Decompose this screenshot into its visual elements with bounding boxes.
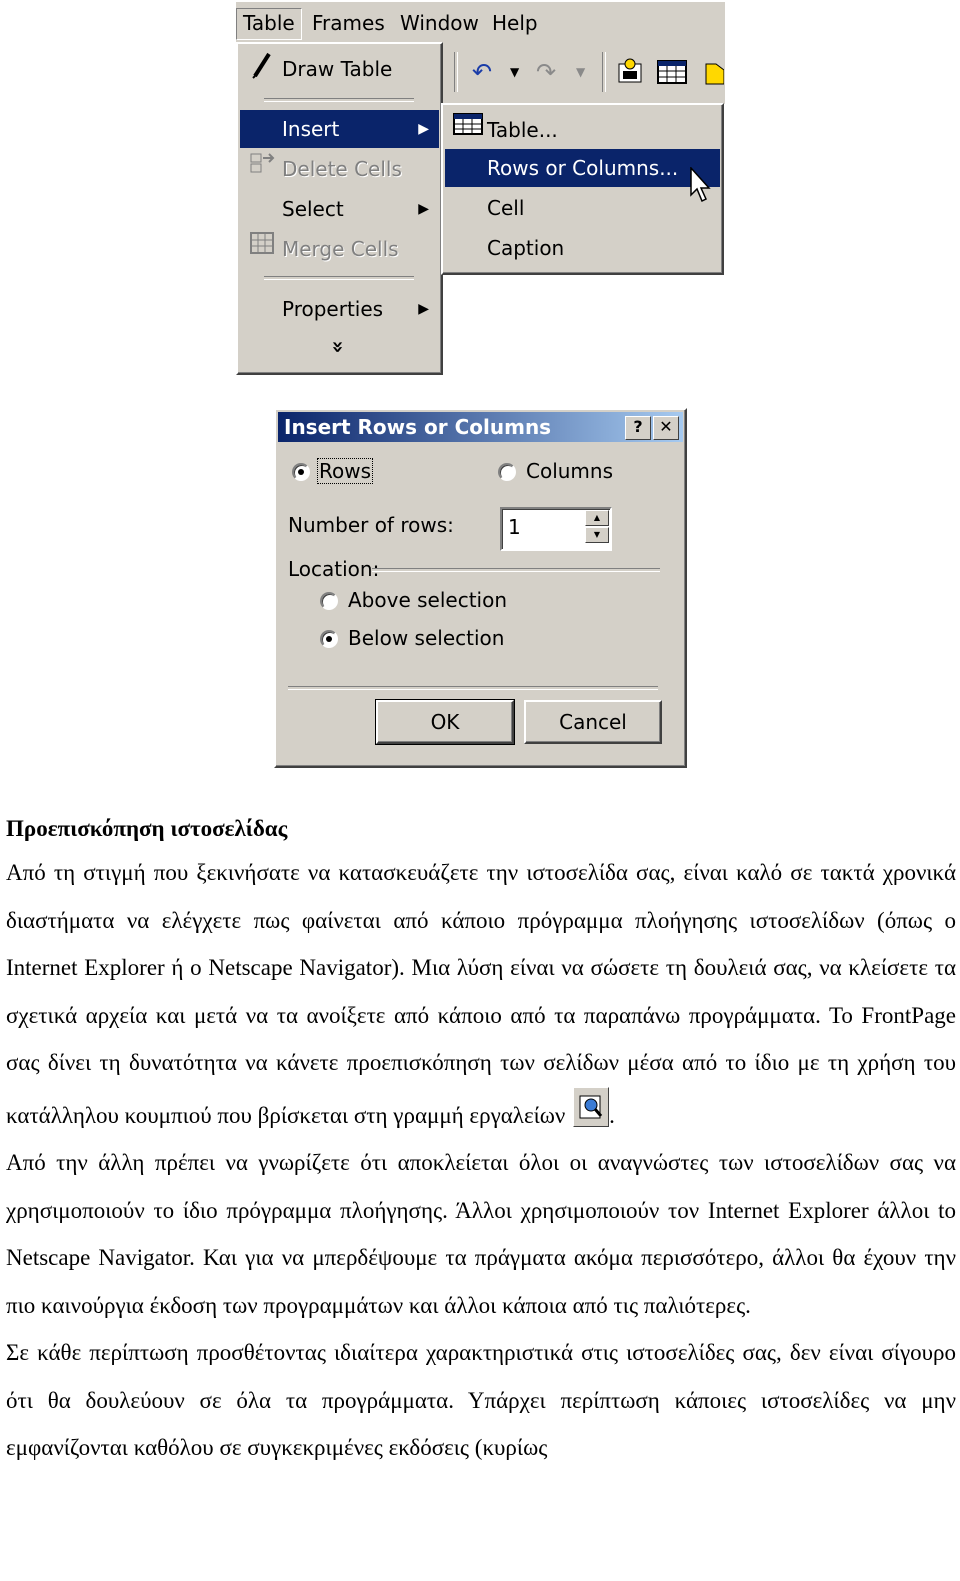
cancel-button[interactable]: Cancel xyxy=(524,700,662,744)
paragraph-1-text: Από τη στιγμή που ξεκινήσατε να κατασκευάζετε την ιστοσελίδα σας, είναι καλό σε τακτά χρονικά διαστήματα να ελέγχετε πως φαίνεται από κάποιο πρόγραμμα πλοήγησης ιστοσελίδων (όπως ο Internet Explorer ή ο Netscape Navigator). Μια λύση είναι να σώσετε τη δουλειά σας, να κλείσετε τα σχετικά αρχεία και μετά να τα ανοίξετε από κάποιο από τα παραπάνω προγράμματα. Το FrontPage σας δίνει τη δυνατότητα να κάνετε προεπισκόπηση των σελίδων μέσα από το ίδιο με τη χρήση του κατάλληλου κουμπιού που βρίσκεται στη γραμμή εργαλείων xyxy=(6,860,956,1128)
dialog-divider xyxy=(288,686,658,690)
submenu-item-table[interactable] xyxy=(445,111,720,149)
below-selection-label[interactable]: Below selection xyxy=(348,626,505,650)
menu-item-insert[interactable] xyxy=(240,110,439,148)
pencil-icon xyxy=(248,50,276,92)
rows-label[interactable]: Rows xyxy=(319,459,372,483)
columns-radio[interactable] xyxy=(498,463,516,481)
menu-item-label: Insert xyxy=(282,117,340,141)
menu-item-draw-table[interactable] xyxy=(240,50,439,88)
menu-help[interactable]: Help xyxy=(492,11,538,35)
paragraph-3: Σε κάθε περίπτωση προσθέτοντας ιδιαίτερα χαρακτηριστικά στις ιστοσελίδες σας, δεν είναι σίγουρο ότι θα δουλεύουν σε όλα τα προγράμματα. Υπάρχει περίπτωση κάποιες ιστοσελίδες να μην εμφανίζονται καθόλου σε συγκεκριμένες εκδόσεις (κυρίως xyxy=(6,1340,956,1460)
menu-item-label: Merge Cells xyxy=(282,237,399,261)
document-body xyxy=(6,815,956,1472)
submenu-arrow-icon: ▶ xyxy=(418,121,429,137)
columns-label[interactable]: Columns xyxy=(526,459,614,483)
redo-icon[interactable]: ↷ xyxy=(536,58,557,86)
menu-bar xyxy=(236,2,725,42)
location-groupline xyxy=(372,568,660,572)
ok-button[interactable]: OK xyxy=(376,700,514,744)
above-selection-radio[interactable] xyxy=(320,592,338,610)
help-button[interactable]: ? xyxy=(625,416,651,440)
menu-item-label: Draw Table xyxy=(282,57,393,81)
close-button[interactable]: ✕ xyxy=(653,416,679,440)
menu-expand-button[interactable] xyxy=(240,332,439,362)
dialog-titlebar xyxy=(278,412,683,442)
toolbar-separator xyxy=(454,52,458,92)
paragraph-1 xyxy=(6,849,956,1139)
table-menu xyxy=(236,42,443,375)
location-label: Location: xyxy=(288,557,380,581)
menu-item-label: Table... xyxy=(487,118,558,142)
spin-up-icon[interactable]: ▲ xyxy=(585,510,609,526)
chevron-double-down-icon: » xyxy=(326,340,351,354)
folder-icon[interactable] xyxy=(704,58,724,92)
insert-rows-columns-dialog xyxy=(274,408,687,768)
undo-icon[interactable]: ↶ xyxy=(472,58,493,86)
component-icon[interactable] xyxy=(616,58,644,92)
menu-item-label: Properties xyxy=(282,297,384,321)
menu-item-label: Cell xyxy=(487,196,525,220)
delete-cells-icon xyxy=(248,150,276,188)
dialog-title: Insert Rows or Columns xyxy=(284,415,552,439)
paragraph-2: Από την άλλη πρέπει να γνωρίζετε ότι αποκλείεται όλοι οι αναγνώστες των ιστοσελίδων σας να χρησιμοποιούν το ίδιο πρόγραμμα πλοήγησης. Άλλοι χρησιμοποιούν τον Internet Explorer άλλοι to Netscape Navigator. Και για να μπερδέψουμε τα πράγματα ακόμα περισσότερο, άλλοι θα έχουν την πιο καινούργια έκδοση των προγραμμάτων και άλλοι κάποια από τις παλιότερες. xyxy=(6,1150,956,1318)
spin-down-icon[interactable]: ▼ xyxy=(585,527,609,543)
number-of-rows-value[interactable]: 1 xyxy=(508,515,521,539)
menu-item-label: Select xyxy=(282,197,344,221)
merge-cells-icon xyxy=(248,230,276,268)
menu-frames[interactable]: Frames xyxy=(312,11,385,35)
rows-radio[interactable] xyxy=(292,463,310,481)
menu-item-delete-cells xyxy=(240,150,439,188)
menu-table[interactable]: Table xyxy=(236,8,302,40)
below-selection-radio[interactable] xyxy=(320,630,338,648)
menu-item-label: Delete Cells xyxy=(282,157,402,181)
submenu-item-rows-or-columns[interactable] xyxy=(445,149,720,187)
menu-item-select[interactable] xyxy=(240,190,439,228)
section-heading: Προεπισκόπηση ιστοσελίδας xyxy=(6,816,288,841)
paragraph-1-end: . xyxy=(609,1102,615,1128)
mouse-pointer-icon xyxy=(690,167,714,210)
submenu-arrow-icon: ▶ xyxy=(418,301,429,317)
undo-dropdown-icon[interactable]: ▼ xyxy=(510,65,520,79)
above-selection-label[interactable]: Above selection xyxy=(348,588,508,612)
menu-item-label: Rows or Columns... xyxy=(487,156,679,180)
menu-separator xyxy=(264,98,414,102)
preview-in-browser-icon xyxy=(573,1087,609,1127)
table-icon xyxy=(453,111,481,149)
submenu-item-caption[interactable] xyxy=(445,229,720,267)
menu-item-label: Caption xyxy=(487,236,565,260)
redo-dropdown-icon[interactable]: ▼ xyxy=(576,65,586,79)
submenu-item-cell[interactable] xyxy=(445,189,720,227)
menu-item-merge-cells xyxy=(240,230,439,268)
toolbar xyxy=(440,42,725,104)
menu-separator xyxy=(264,276,414,280)
insert-submenu xyxy=(441,103,724,275)
submenu-arrow-icon: ▶ xyxy=(418,201,429,217)
number-of-rows-label: Number of rows: xyxy=(288,513,454,537)
menu-item-properties[interactable] xyxy=(240,290,439,328)
menu-window[interactable]: Window xyxy=(400,11,479,35)
insert-table-icon[interactable] xyxy=(656,58,688,92)
toolbar-separator xyxy=(602,52,606,92)
number-of-rows-stepper[interactable] xyxy=(500,507,612,551)
